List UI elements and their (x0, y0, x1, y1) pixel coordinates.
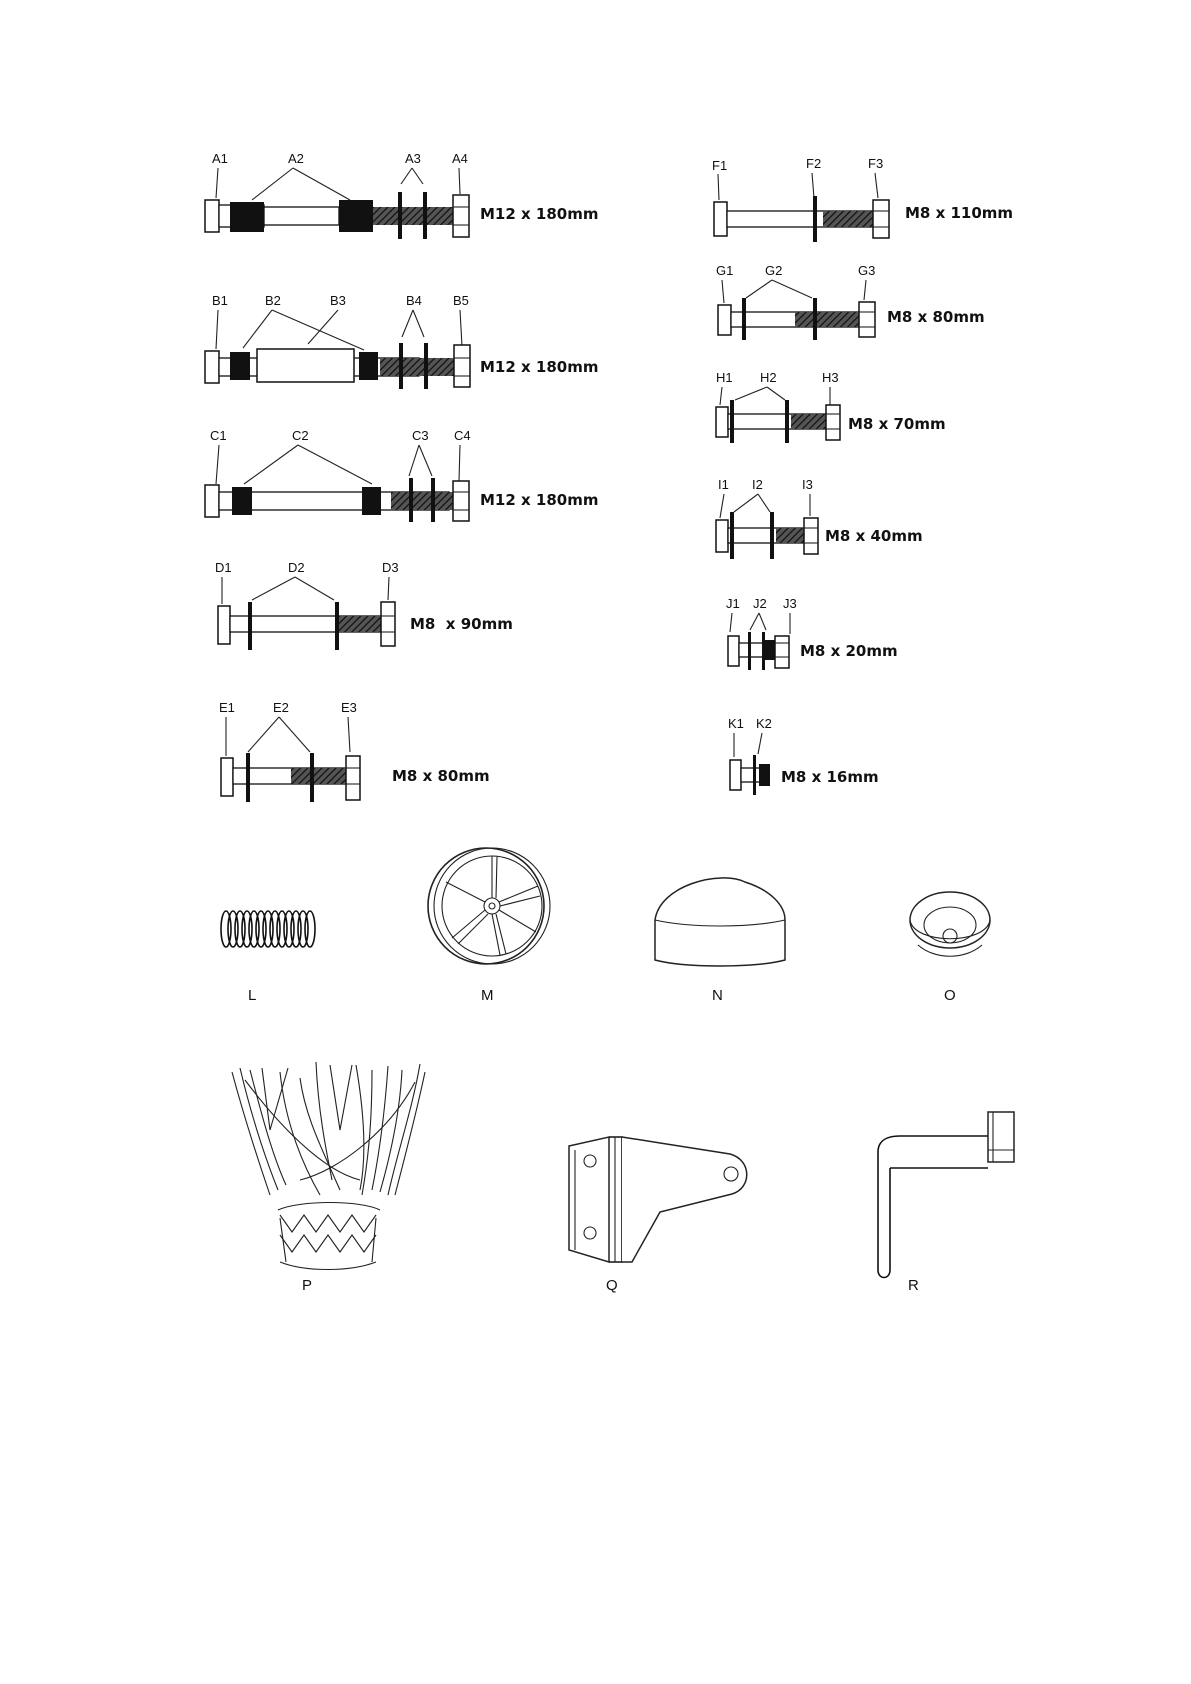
spec-c: M12 x 180mm (480, 491, 599, 509)
label-a2: A2 (288, 151, 304, 166)
label-k2: K2 (756, 716, 772, 731)
label-i3: I3 (802, 477, 813, 492)
spec-b: M12 x 180mm (480, 358, 599, 376)
bolt-b (205, 293, 599, 389)
bolt-j (726, 596, 898, 670)
bolt-a (205, 151, 599, 239)
wheel-icon (428, 848, 550, 964)
crank-handle-icon (878, 1112, 1014, 1278)
end-cap-icon (655, 878, 785, 966)
label-a3: A3 (405, 151, 421, 166)
label-h1: H1 (716, 370, 733, 385)
spec-i: M8 x 40mm (825, 527, 923, 545)
label-c4: C4 (454, 428, 471, 443)
part-label-p: P (302, 1277, 313, 1294)
part-label-n: N (712, 987, 723, 1004)
label-i1: I1 (718, 477, 729, 492)
part-label-q: Q (606, 1277, 618, 1294)
bolt-c (205, 428, 599, 522)
spec-g: M8 x 80mm (887, 308, 985, 326)
bolt-f (712, 156, 1013, 242)
label-j1: J1 (726, 596, 740, 611)
spring-icon (221, 911, 315, 947)
label-f3: F3 (868, 156, 884, 171)
bolt-i (716, 477, 923, 559)
spec-j: M8 x 20mm (800, 642, 898, 660)
cup-washer-icon (910, 892, 990, 956)
label-b4: B4 (406, 293, 422, 308)
spec-a: M12 x 180mm (480, 205, 599, 223)
label-d2: D2 (288, 560, 305, 575)
label-j3: J3 (783, 596, 797, 611)
part-label-l: L (248, 987, 257, 1004)
spec-k: M8 x 16mm (781, 768, 879, 786)
part-label-o: O (944, 987, 956, 1004)
label-b2: B2 (265, 293, 281, 308)
bolt-g (716, 263, 985, 340)
bolt-d (215, 560, 513, 650)
part-label-m: M (481, 987, 494, 1004)
label-a1: A1 (212, 151, 228, 166)
label-f2: F2 (806, 156, 822, 171)
label-b3: B3 (330, 293, 346, 308)
bolt-h (716, 370, 946, 443)
label-c2: C2 (292, 428, 309, 443)
bracket-icon (569, 1137, 747, 1262)
bolt-k (728, 716, 879, 795)
label-a4: A4 (452, 151, 468, 166)
label-j2: J2 (753, 596, 767, 611)
label-i2: I2 (752, 477, 763, 492)
spec-h: M8 x 70mm (848, 415, 946, 433)
label-c3: C3 (412, 428, 429, 443)
label-h2: H2 (760, 370, 777, 385)
spec-d: M8 x 90mm (410, 615, 513, 633)
label-d1: D1 (215, 560, 232, 575)
label-d3: D3 (382, 560, 399, 575)
label-h3: H3 (822, 370, 839, 385)
label-f1: F1 (712, 158, 728, 173)
label-g3: G3 (858, 263, 876, 278)
bolt-e (219, 700, 490, 802)
label-k1: K1 (728, 716, 744, 731)
spec-f: M8 x 110mm (905, 204, 1014, 222)
label-c1: C1 (210, 428, 227, 443)
spec-e: M8 x 80mm (392, 767, 490, 785)
label-g1: G1 (716, 263, 734, 278)
label-b5: B5 (453, 293, 469, 308)
label-b1: B1 (212, 293, 228, 308)
label-g2: G2 (765, 263, 783, 278)
label-e2: E2 (273, 700, 289, 715)
net-icon (232, 1062, 425, 1270)
label-e1: E1 (219, 700, 235, 715)
part-label-r: R (908, 1277, 919, 1294)
label-e3: E3 (341, 700, 357, 715)
